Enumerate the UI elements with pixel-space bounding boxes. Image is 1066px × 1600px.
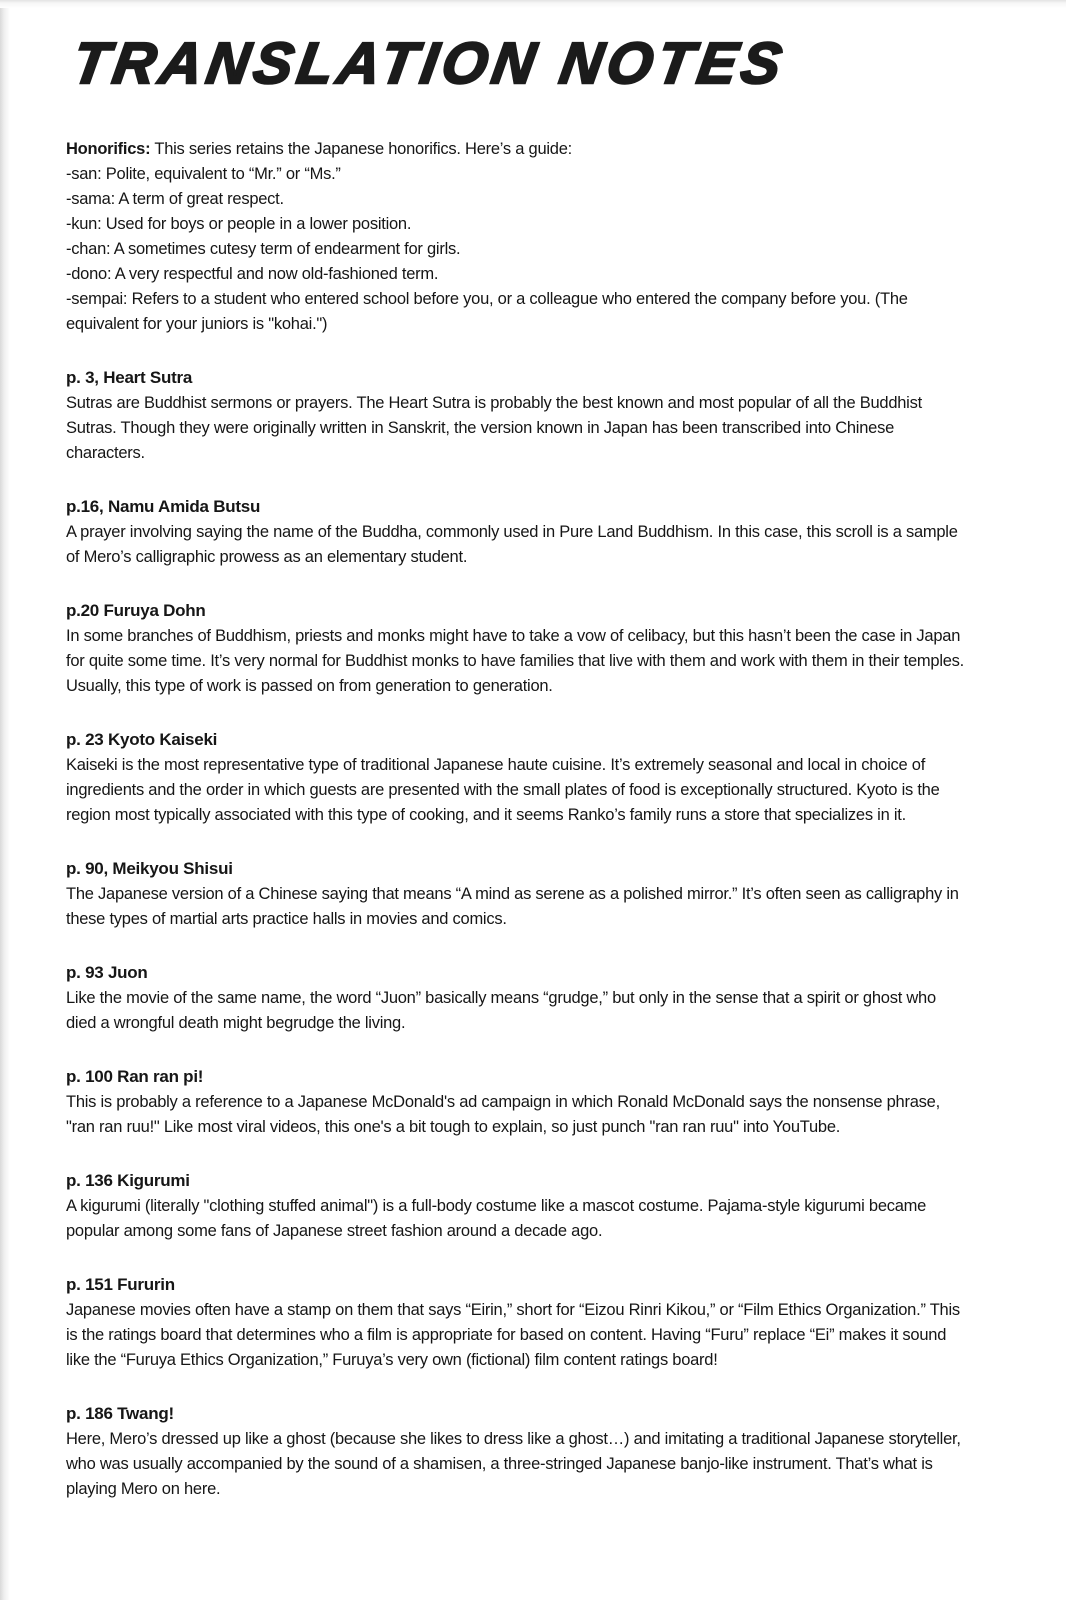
honorific-item-san: -san: Polite, equivalent to “Mr.” or “Ms.” [66, 165, 341, 183]
note-section [66, 1064, 966, 1140]
honorific-item-chan: -chan: A sometimes cutesy term of endearment for girls. [66, 240, 461, 258]
note-body: Like the movie of the same name, the word “Juon” basically means “grudge,” but only in the sense that a spirit or ghost who died a wrongful death might begrudge the living. [66, 989, 936, 1032]
note-heading: p.16, Namu Amida Butsu [66, 497, 261, 516]
note-body: Here, Mero’s dressed up like a ghost (because she likes to dress like a ghost…) and imitating a traditional Japanese storyteller, who was usually accompanied by the sound of a shamisen, a three-stringed Japanese banjo-like instrument. That’s what is playing Mero on here. [66, 1430, 961, 1498]
page-body [66, 137, 966, 1502]
note-heading: p. 100 Ran ran pi! [66, 1067, 204, 1086]
note-section [66, 365, 966, 466]
honorific-item-sama: -sama: A term of great respect. [66, 190, 284, 208]
note-section [66, 598, 966, 699]
note-heading: p. 23 Kyoto Kaiseki [66, 730, 218, 749]
note-heading: p.20 Furuya Dohn [66, 601, 206, 620]
honorifics-intro-text: This series retains the Japanese honorifics. Here’s a guide: [150, 140, 572, 158]
honorifics-intro [66, 137, 966, 162]
note-body: In some branches of Buddhism, priests and monks might have to take a vow of celibacy, but this hasn’t been the case in Japan for quite some time. It’s very normal for Buddhist monks to have families that live with them and work with them in their temples. Usually, this type of work is passed on from generation to generation. [66, 627, 964, 695]
note-section [66, 1272, 966, 1373]
note-heading: p. 3, Heart Sutra [66, 368, 193, 387]
note-heading: p. 186 Twang! [66, 1404, 174, 1423]
note-body: Kaiseki is the most representative type of traditional Japanese haute cuisine. It’s extremely seasonal and local in choice of ingredients and the order in which guests are presented with the small plates of food is exceptionally structured. Kyoto is the region most typically associated with this type of cooking, and it seems Ranko’s family runs a store that specializes in it. [66, 756, 940, 824]
note-heading: p. 151 Fururin [66, 1275, 175, 1294]
note-body: A prayer involving saying the name of the Buddha, commonly used in Pure Land Buddhism. In this case, this scroll is a sample of Mero’s calligraphic prowess as an elementary student. [66, 523, 958, 566]
note-heading: p. 93 Juon [66, 963, 148, 982]
note-section [66, 727, 966, 828]
note-section [66, 1401, 966, 1502]
note-body: Japanese movies often have a stamp on them that says “Eirin,” short for “Eizou Rinri Kikou,” or “Film Ethics Organization.” This is the ratings board that determines who a film is appropriate for based on content. Having “Furu” replace “Ei” makes it sound like the “Furuya Ethics Organization,” Furuya’s very own (fictional) film content ratings board! [66, 1301, 960, 1369]
note-body: The Japanese version of a Chinese saying that means “A mind as serene as a polished mirror.” It’s often seen as calligraphy in these types of martial arts practice halls in movies and comics. [66, 885, 959, 928]
page-title: TRANSLATION NOTES [68, 31, 791, 96]
honorific-item-sempai: -sempai: Refers to a student who entered school before you, or a colleague who entered the company before you. (The equivalent for your juniors is "kohai.") [66, 290, 908, 333]
honorific-item-kun: -kun: Used for boys or people in a lower position. [66, 215, 412, 233]
honorifics-list [66, 162, 966, 337]
note-section [66, 1168, 966, 1244]
honorifics-block [66, 137, 966, 337]
note-section [66, 494, 966, 570]
note-section [66, 856, 966, 932]
note-section [66, 960, 966, 1036]
note-body: Sutras are Buddhist sermons or prayers. The Heart Sutra is probably the best known and most popular of all the Buddhist Sutras. Though they were originally written in Sanskrit, the version known in Japan has been transcribed into Chinese characters. [66, 394, 922, 462]
honorifics-label: Honorifics: [66, 140, 151, 158]
note-heading: p. 90, Meikyou Shisui [66, 859, 233, 878]
honorific-item-dono: -dono: A very respectful and now old-fashioned term. [66, 265, 439, 283]
note-body: This is probably a reference to a Japanese McDonald's ad campaign in which Ronald McDonald says the nonsense phrase, "ran ran ruu!" Like most viral videos, this one's a bit tough to explain, so just punch "ran ran ruu" into YouTube. [66, 1093, 940, 1136]
note-body: A kigurumi (literally "clothing stuffed animal") is a full-body costume like a mascot costume. Pajama-style kigurumi became popular among some fans of Japanese street fashion around a decade ago. [66, 1197, 927, 1240]
note-heading: p. 136 Kigurumi [66, 1171, 190, 1190]
